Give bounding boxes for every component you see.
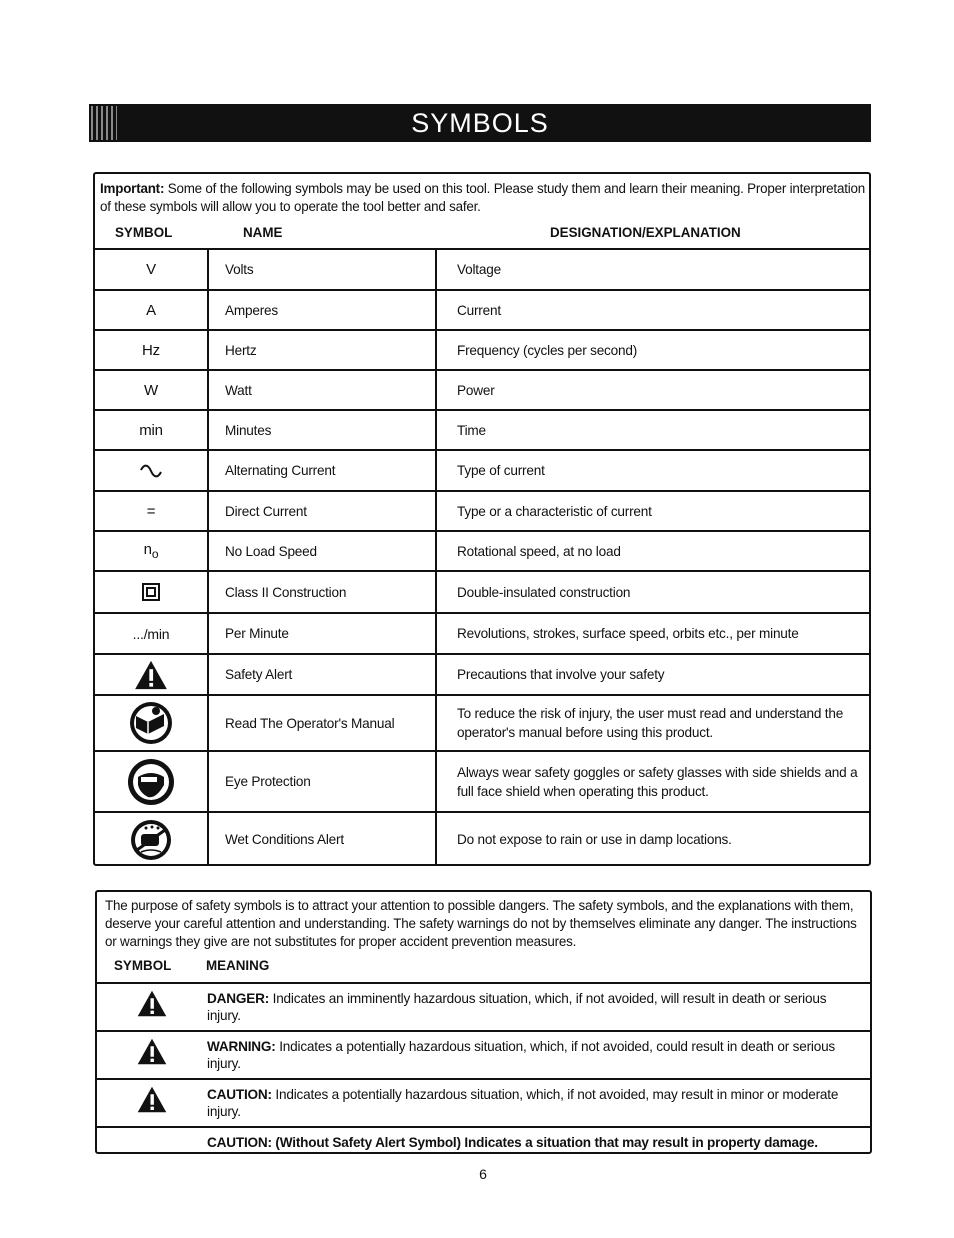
desc-cell: Precautions that involve your safety	[436, 654, 869, 695]
name-cell: Per Minute	[208, 613, 436, 654]
table-row	[95, 695, 869, 751]
name-cell: Read The Operator's Manual	[208, 695, 436, 751]
banner-stripes	[91, 106, 117, 140]
warning-term: WARNING:	[207, 1039, 276, 1054]
desc-cell: Current	[436, 290, 869, 330]
name-cell: Safety Alert	[208, 654, 436, 695]
page-title: SYMBOLS	[411, 107, 549, 138]
symbol-cell	[95, 751, 208, 812]
symbols-box	[93, 172, 871, 866]
name-cell: Watt	[208, 370, 436, 410]
desc-cell: Time	[436, 410, 869, 450]
name-cell: Volts	[208, 249, 436, 290]
name-cell: Wet Conditions Alert	[208, 812, 436, 866]
no-load-symbol: n	[143, 541, 152, 558]
symbol-cell	[97, 1127, 207, 1158]
caution-term: CAUTION:	[207, 1087, 272, 1102]
safety-alert-icon	[137, 990, 167, 1017]
header-name: NAME	[243, 225, 283, 240]
desc-cell: Type or a characteristic of current	[436, 491, 869, 531]
caution-property-term: CAUTION:	[207, 1135, 272, 1150]
desc-cell: Frequency (cycles per second)	[436, 330, 869, 370]
header-symbol: SYMBOL	[115, 225, 173, 240]
table-row	[95, 330, 869, 370]
symbol-cell	[95, 695, 208, 751]
symbols-intro-text: Some of the following symbols may be used on this tool. Please study them and learn their meaning. Proper interpretation of these symbols will allow you to operate the tool better and safer.	[100, 181, 865, 214]
symbol-cell: A	[95, 290, 208, 330]
table-row	[95, 571, 869, 613]
meaning-cell	[207, 983, 870, 1031]
warning-text: Indicates a potentially hazardous situation, which, if not avoided, could result in death or serious injury.	[207, 1039, 836, 1071]
desc-cell: Type of current	[436, 450, 869, 491]
name-cell: Hertz	[208, 330, 436, 370]
important-label: Important:	[100, 181, 165, 196]
table-row	[95, 370, 869, 410]
table-row	[95, 613, 869, 654]
name-cell: No Load Speed	[208, 531, 436, 571]
section-banner	[89, 104, 871, 142]
name-cell: Class II Construction	[208, 571, 436, 613]
table-row	[95, 531, 869, 571]
symbols-intro	[100, 180, 865, 216]
table-row	[95, 654, 869, 695]
safety-alert-icon	[134, 660, 168, 690]
danger-text: Indicates an imminently hazardous situation, which, if not avoided, will result in death or serious injury.	[207, 991, 827, 1023]
name-cell: Direct Current	[208, 491, 436, 531]
desc-cell: Always wear safety goggles or safety glasses with side shields and a full face shield when operating this product.	[436, 751, 869, 812]
desc-cell: Do not expose to rain or use in damp locations.	[436, 812, 869, 866]
symbol-cell	[95, 571, 208, 613]
no-load-subscript: o	[151, 547, 159, 561]
symbol-cell: =	[95, 491, 208, 531]
desc-cell: Revolutions, strokes, surface speed, orbits etc., per minute	[436, 613, 869, 654]
table-row	[97, 1079, 870, 1127]
symbol-cell	[97, 983, 207, 1031]
symbols-table	[95, 248, 869, 866]
caution-property-text: (Without Safety Alert Symbol) Indicates a situation that may result in property damage.	[271, 1135, 818, 1150]
desc-cell: Voltage	[436, 249, 869, 290]
class-ii-construction-icon	[142, 583, 160, 601]
symbol-cell: Hz	[95, 330, 208, 370]
table-row	[95, 410, 869, 450]
name-cell: Alternating Current	[208, 450, 436, 491]
table-row	[97, 983, 870, 1031]
table-row	[97, 1127, 870, 1158]
symbol-cell: W	[95, 370, 208, 410]
symbol-cell	[97, 1031, 207, 1079]
symbol-cell	[95, 531, 208, 571]
header-designation: DESIGNATION/EXPLANATION	[550, 225, 741, 240]
symbol-cell: min	[95, 410, 208, 450]
wet-conditions-icon	[129, 818, 173, 862]
name-cell: Eye Protection	[208, 751, 436, 812]
desc-cell: Rotational speed, at no load	[436, 531, 869, 571]
desc-cell: Power	[436, 370, 869, 410]
alternating-current-icon	[140, 464, 162, 478]
symbol-cell	[97, 1079, 207, 1127]
table-row	[95, 290, 869, 330]
symbol-cell	[95, 654, 208, 695]
table-row	[95, 491, 869, 531]
name-cell: Amperes	[208, 290, 436, 330]
read-manual-icon	[128, 700, 174, 746]
header-symbol: SYMBOL	[114, 958, 172, 973]
eye-protection-icon	[126, 757, 176, 807]
safety-alert-icon	[137, 1086, 167, 1113]
header-meaning: MEANING	[206, 958, 270, 973]
meaning-table	[97, 982, 870, 1158]
meaning-cell	[207, 1079, 870, 1127]
desc-cell: Double-insulated construction	[436, 571, 869, 613]
meaning-cell	[207, 1127, 870, 1158]
name-cell: Minutes	[208, 410, 436, 450]
symbol-cell	[95, 812, 208, 866]
symbol-cell: .../min	[95, 613, 208, 654]
danger-term: DANGER:	[207, 991, 270, 1006]
table-row	[95, 812, 869, 866]
table-row	[95, 249, 869, 290]
meaning-cell	[207, 1031, 870, 1079]
meaning-intro: The purpose of safety symbols is to attract your attention to possible dangers. The safety symbols, and the explanations with them, deserve your careful attention and understanding. The safety warnings do not by themselves eliminate any danger. The instructions or warnings they give are not substitutes for proper accident prevention measures.	[105, 898, 857, 949]
symbol-cell	[95, 450, 208, 491]
table-row	[95, 751, 869, 812]
page-number: 6	[479, 1166, 487, 1182]
caution-text: Indicates a potentially hazardous situation, which, if not avoided, may result in minor or moderate injury.	[207, 1087, 839, 1119]
symbol-cell: V	[95, 249, 208, 290]
table-row	[97, 1031, 870, 1079]
desc-cell: To reduce the risk of injury, the user must read and understand the operator's manual before using this product.	[436, 695, 869, 751]
table-row	[95, 450, 869, 491]
safety-alert-icon	[137, 1038, 167, 1065]
meaning-box	[95, 890, 872, 1154]
